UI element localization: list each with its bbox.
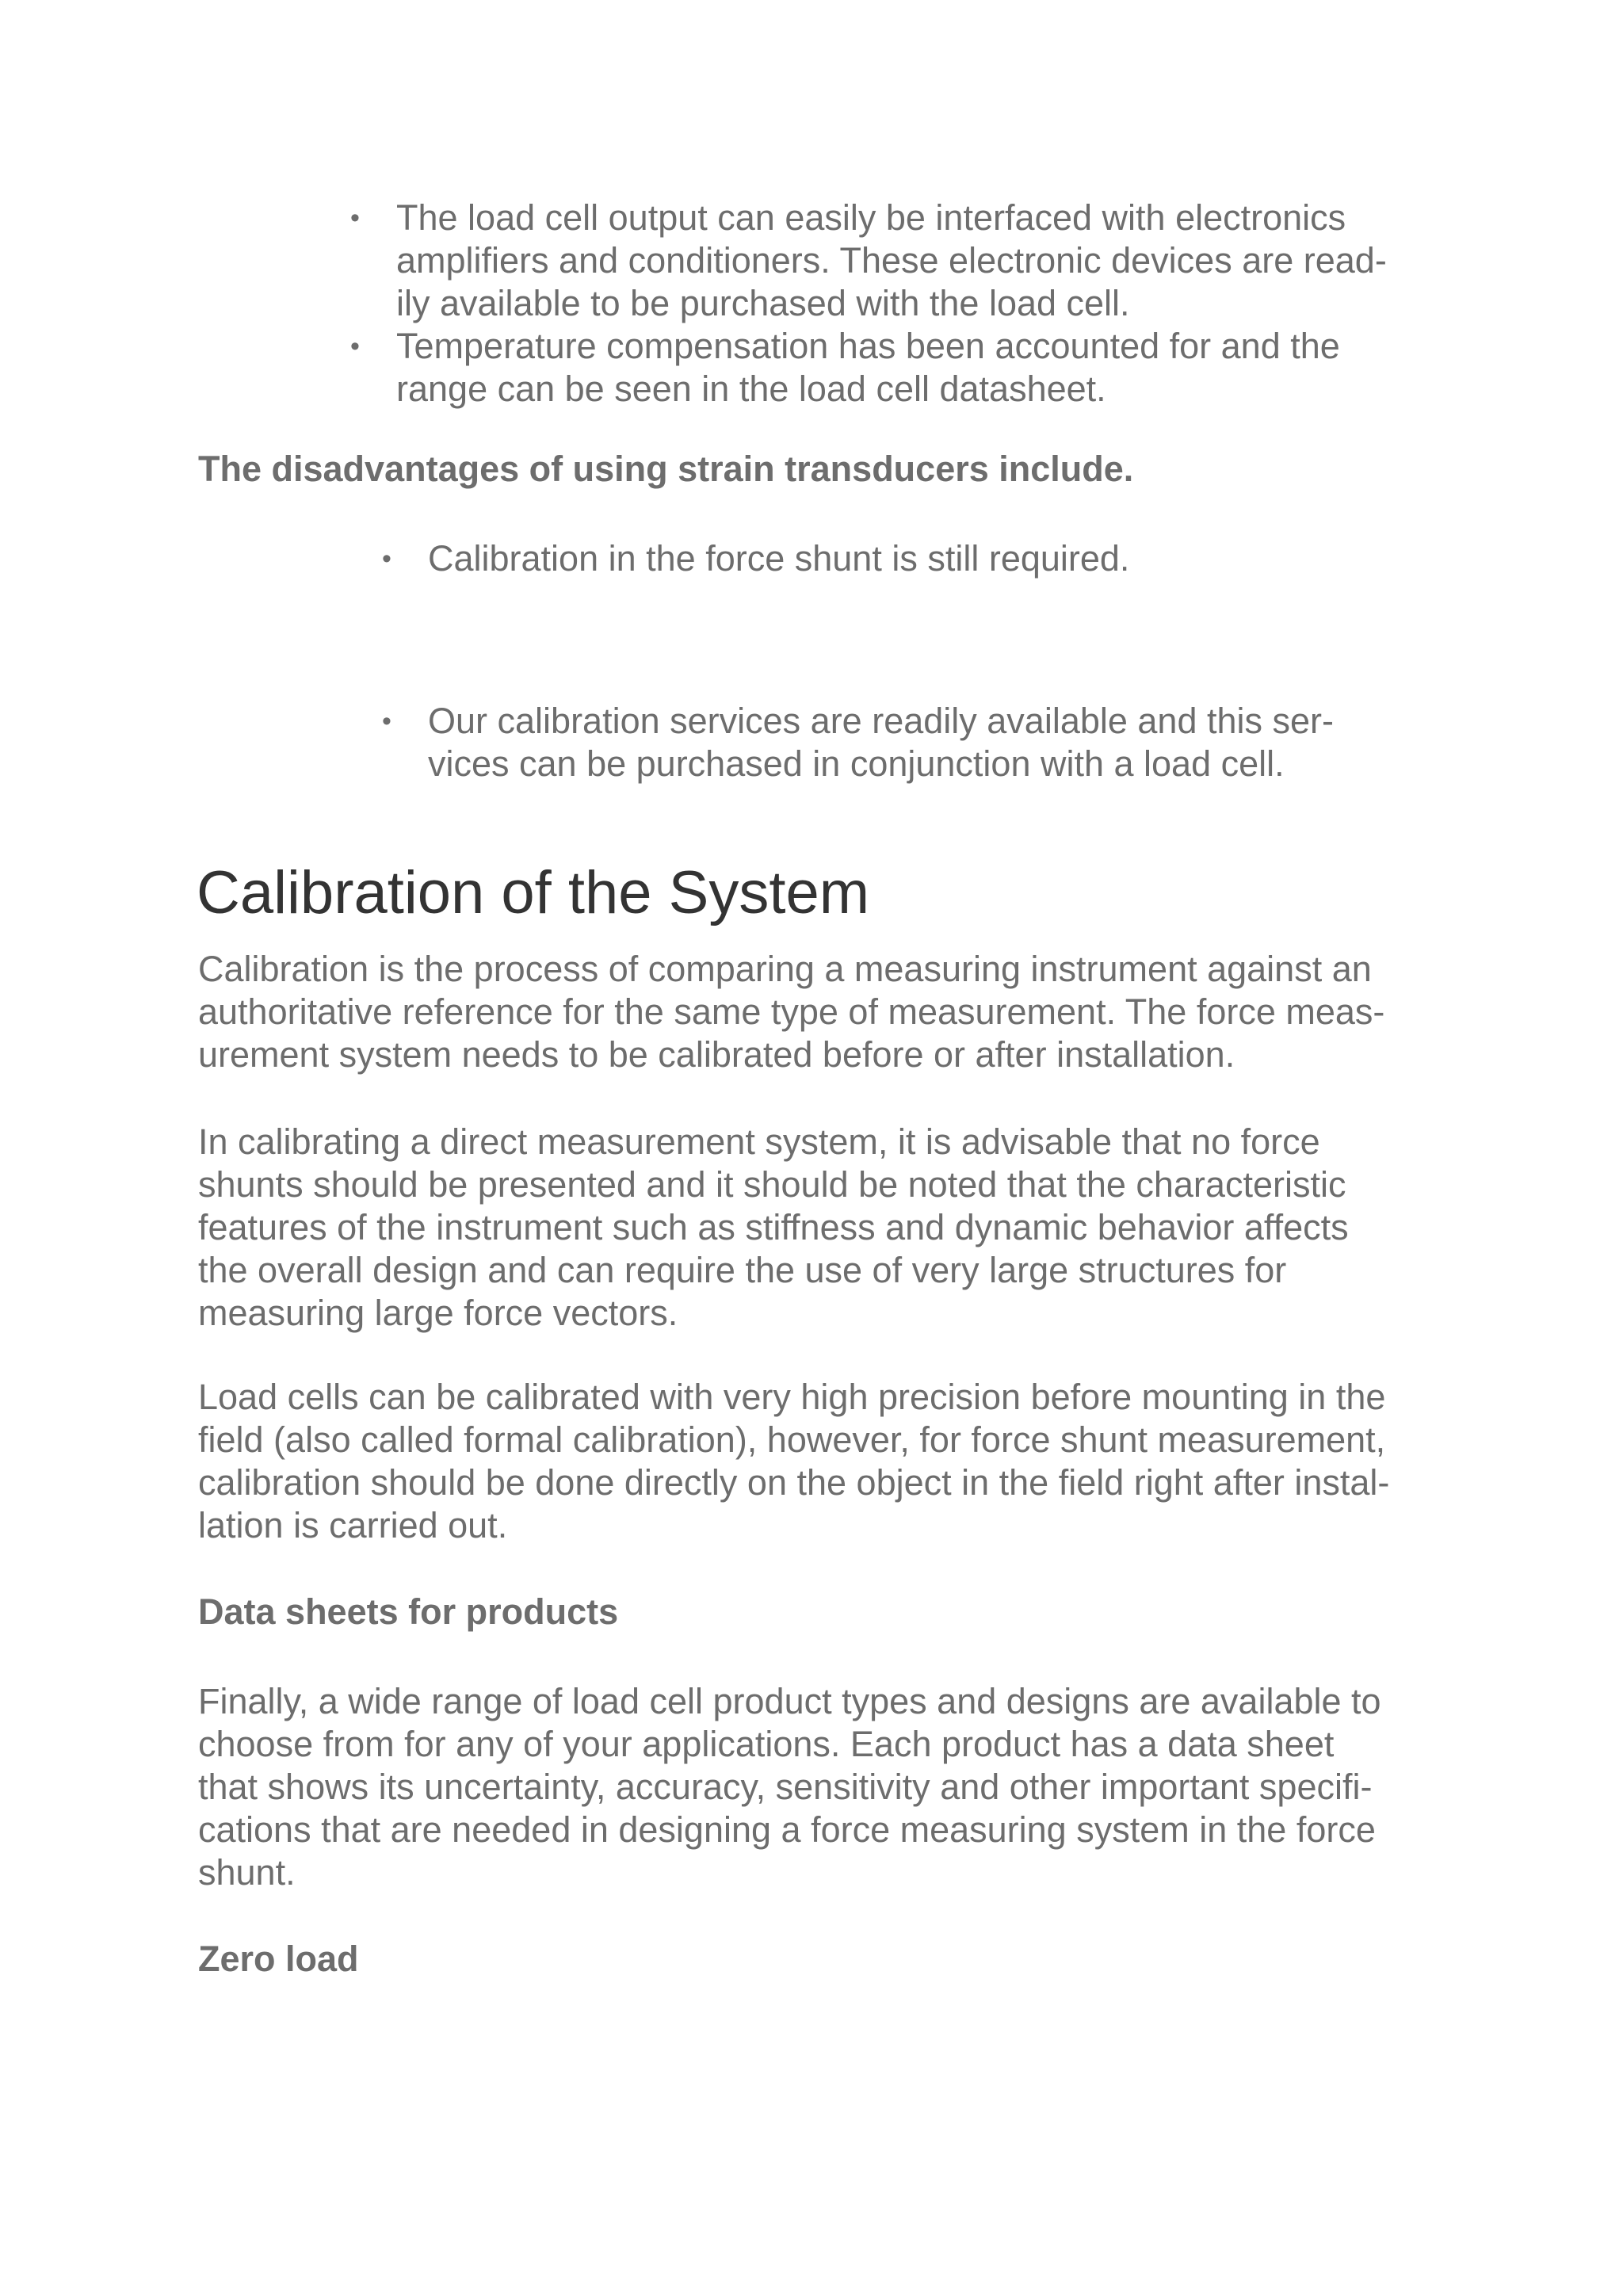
disadvantages-list (382, 537, 1458, 580)
disadvantages-list-continued (382, 700, 1458, 785)
list-item-line: ily available to be purchased with the load cell. (396, 283, 1130, 323)
list-item-line: Our calibration services are readily available and this ser- (428, 701, 1335, 741)
paragraph-line: features of the instrument such as stiffness and dynamic behavior affects (198, 1207, 1349, 1247)
paragraph-line: authoritative reference for the same type of measurement. The force meas- (198, 991, 1385, 1032)
paragraph-line: measuring large force vectors. (198, 1293, 678, 1333)
list-item (382, 537, 1458, 580)
paragraph-line: that shows its uncertainty, accuracy, sensitivity and other important specifi- (198, 1767, 1373, 1807)
section-title: Calibration of the System (197, 859, 870, 926)
paragraph-line: the overall design and can require the use of very large structures for (198, 1250, 1287, 1290)
data-sheets-heading: Data sheets for products (198, 1591, 619, 1632)
paragraph-line: urement system needs to be calibrated before or after installation. (198, 1034, 1235, 1075)
paragraph (198, 1376, 1389, 1547)
list-item (382, 700, 1458, 785)
paragraph-line: shunts should be presented and it should be noted that the characteristic (198, 1164, 1346, 1205)
paragraph-line: calibration should be done directly on the object in the field right after instal- (198, 1462, 1390, 1503)
paragraph-line: lation is carried out. (198, 1505, 508, 1545)
list-item-line: The load cell output can easily be interfaced with electronics (396, 197, 1346, 238)
paragraph (198, 1680, 1381, 1894)
list-item-line: range can be seen in the load cell datasheet. (396, 369, 1106, 409)
list-item-line: vices can be purchased in conjunction with a load cell. (428, 743, 1285, 784)
bullet-icon: • (350, 203, 360, 233)
paragraph-line: field (also called formal calibration), however, for force shunt measurement, (198, 1419, 1386, 1460)
bullet-icon: • (382, 544, 391, 574)
list-item-line: Temperature compensation has been accounted for and the (396, 326, 1340, 366)
paragraph-line: Load cells can be calibrated with very high precision before mounting in the (198, 1377, 1386, 1417)
paragraph-line: choose from for any of your applications. Each product has a data sheet (198, 1724, 1335, 1764)
list-item-line: amplifiers and conditioners. These electronic devices are read- (396, 240, 1387, 281)
disadvantages-heading: The disadvantages of using strain transducers include. (198, 449, 1134, 489)
advantages-list (350, 197, 1442, 411)
zero-load-heading: Zero load (198, 1939, 359, 1979)
paragraph (198, 948, 1384, 1076)
list-item-line: Calibration in the force shunt is still required. (428, 538, 1130, 579)
paragraph-line: cations that are needed in designing a force measuring system in the force (198, 1809, 1376, 1850)
bullet-icon: • (382, 706, 391, 736)
paragraph-line: shunt. (198, 1852, 296, 1893)
bullet-icon: • (350, 331, 360, 361)
paragraph-line: Finally, a wide range of load cell product types and designs are available to (198, 1681, 1381, 1721)
list-item (350, 197, 1442, 325)
list-item (350, 325, 1442, 411)
paragraph (198, 1121, 1349, 1335)
paragraph-line: In calibrating a direct measurement system, it is advisable that no force (198, 1121, 1320, 1162)
paragraph-line: Calibration is the process of comparing a measuring instrument against an (198, 949, 1372, 989)
